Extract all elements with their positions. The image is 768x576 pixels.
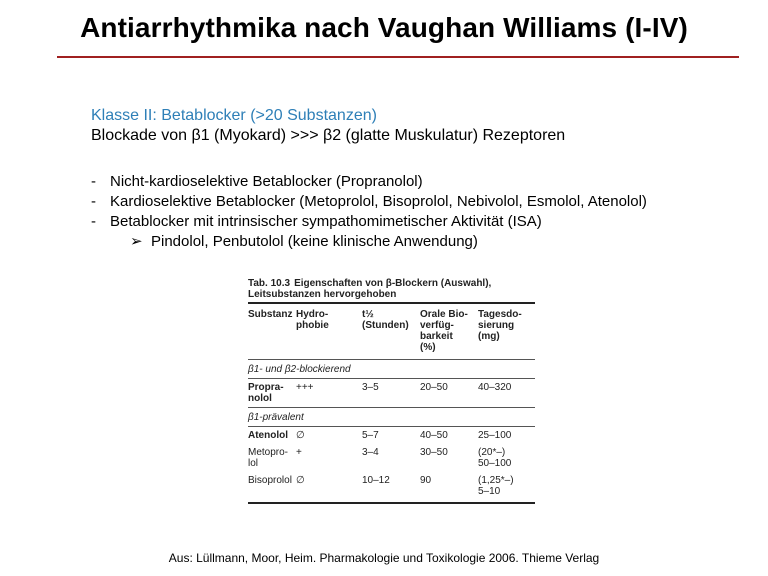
cell-halbwertszeit: 3–5 xyxy=(362,382,379,393)
blockade-text: Blockade von β1 (Myokard) >>> β2 (glatte Muskulatur) Rezeptoren xyxy=(91,127,566,144)
cell-bioverfuegbarkeit: 90 xyxy=(420,475,432,486)
table-header-row xyxy=(248,304,535,359)
cell-hydrophobie: +++ xyxy=(296,382,314,393)
sub-bullet-text: Pindolol, Penbutolol (keine klinische Anwendung) xyxy=(151,233,478,250)
section-label: β1-prävalent xyxy=(248,412,304,423)
cell-bioverfuegbarkeit: 40–50 xyxy=(420,430,448,441)
table-row xyxy=(248,427,535,444)
klasse-heading: Klasse II: Betablocker (>20 Substanzen) xyxy=(91,107,377,124)
sub-bullet-item xyxy=(91,232,647,252)
cell-hydrophobie: ∅ xyxy=(296,430,305,441)
cell-tagesdosierung: 40–320 xyxy=(478,382,512,393)
bullet-text: Kardioselektive Betablocker (Metoprolol, Bisoprolol, Nebivolol, Esmolol, Atenolol) xyxy=(110,193,647,210)
bullet-item: - Betablocker mit intrinsischer sympathomimetischer Aktivität (ISA) xyxy=(91,213,542,230)
cell-halbwertszeit: 5–7 xyxy=(362,430,379,441)
cell-substance: Metopro- lol xyxy=(248,447,289,469)
cell-halbwertszeit: 3–4 xyxy=(362,447,379,458)
cell-halbwertszeit: 10–12 xyxy=(362,475,390,486)
table-row xyxy=(248,444,535,472)
cell-tagesdosierung: (20*–) 50–100 xyxy=(478,447,512,469)
bullet-item: - Nicht-kardioselektive Betablocker (Propranolol) xyxy=(91,173,423,190)
bullet-text: Nicht-kardioselektive Betablocker (Propranolol) xyxy=(110,173,423,190)
heading-block xyxy=(91,106,565,146)
table-caption-text: Eigenschaften von β-Blockern (Auswahl), Leitsubstanzen hervorgehoben xyxy=(248,278,492,300)
cell-substance: Bisoprolol xyxy=(248,475,292,486)
cell-tagesdosierung: 25–100 xyxy=(478,430,512,441)
cell-tagesdosierung: (1,25*–) 5–10 xyxy=(478,475,514,497)
table-row xyxy=(248,472,535,500)
arrow-bullet-icon: ➢ xyxy=(130,233,143,250)
cell-bioverfuegbarkeit: 20–50 xyxy=(420,382,448,393)
bullet-list xyxy=(91,172,647,252)
table-row xyxy=(248,379,535,407)
slide-title: Antiarrhythmika nach Vaughan Williams (I-IV) xyxy=(80,12,688,43)
beta-blocker-table xyxy=(248,278,535,504)
header-tagesdosierung: Tagesdo- sierung (mg) xyxy=(478,309,522,342)
title-divider xyxy=(57,56,739,58)
bullet-item: - Kardioselektive Betablocker (Metoprolol, Bisoprolol, Nebivolol, Esmolol, Atenolol) xyxy=(91,193,647,210)
bullet-text: Betablocker mit intrinsischer sympathomimetischer Aktivität (ISA) xyxy=(110,213,542,230)
table-bottom-rule xyxy=(248,502,535,504)
source-citation: Aus: Lüllmann, Moor, Heim. Pharmakologie und Toxikologie 2006. Thieme Verlag xyxy=(168,551,600,565)
table-caption xyxy=(248,278,535,300)
cell-hydrophobie: + xyxy=(296,447,302,458)
header-substanz: Substanz xyxy=(248,309,293,320)
cell-bioverfuegbarkeit: 30–50 xyxy=(420,447,448,458)
section-label: β1- und β2-blockierend xyxy=(248,364,351,375)
header-hydrophobie: Hydro- phobie xyxy=(296,309,329,331)
cell-substance: Propra- nolol xyxy=(248,382,284,404)
cell-substance: Atenolol xyxy=(248,430,288,441)
table-label: Tab. 10.3 xyxy=(248,278,291,289)
cell-hydrophobie: ∅ xyxy=(296,475,305,486)
header-halbwertszeit: t½ (Stunden) xyxy=(362,309,409,331)
header-bioverfuegbarkeit: Orale Bio- verfüg- barkeit (%) xyxy=(420,309,468,353)
